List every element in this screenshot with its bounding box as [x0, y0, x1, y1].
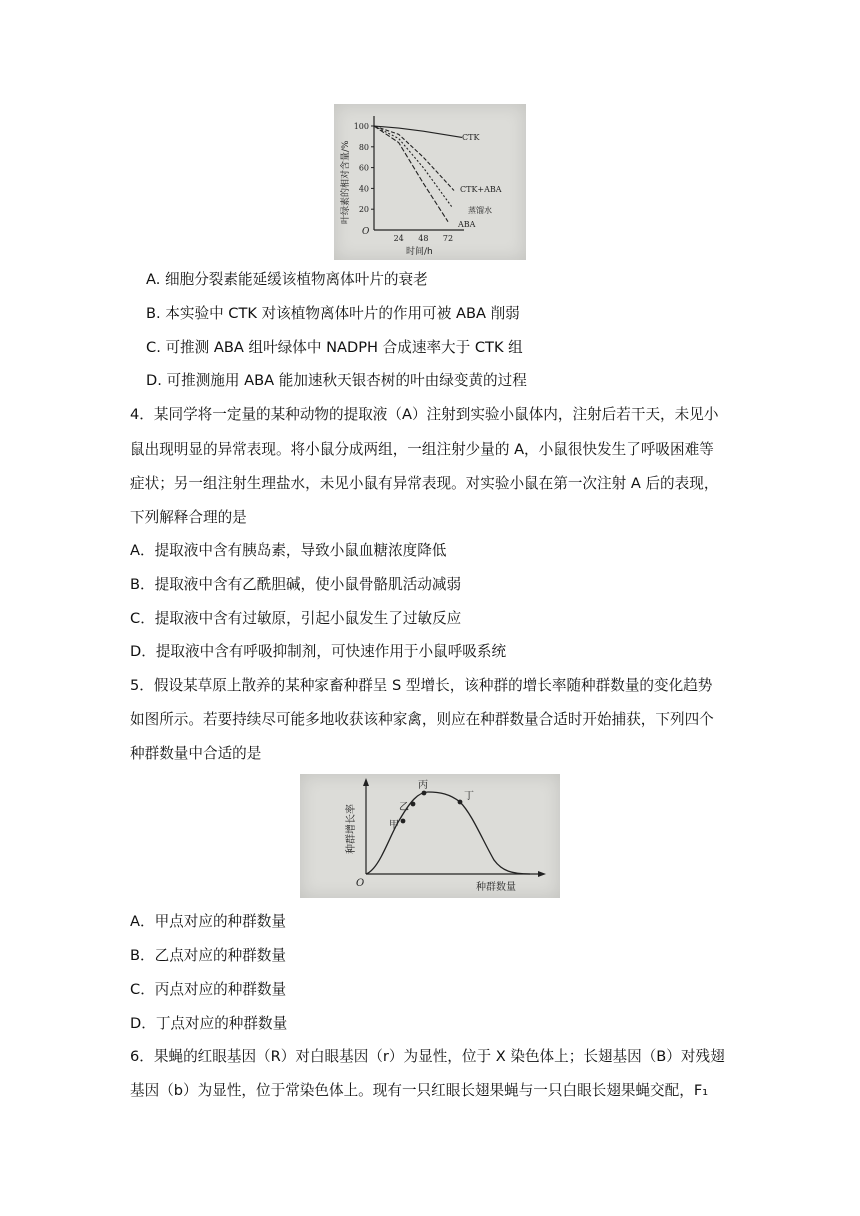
point-bing — [422, 791, 427, 796]
point-label-yi: 乙 — [399, 802, 409, 813]
series-label: CTK — [462, 133, 480, 142]
q5-option-d: D．丁点对应的种群数量 — [130, 1015, 288, 1032]
series-line — [374, 126, 448, 222]
q3-option-a: A. 细胞分裂素能延缓该植物离体叶片的衰老 — [146, 271, 428, 288]
growth-curve — [366, 792, 530, 874]
q3-option-b: B. 本实验中 CTK 对该植物离体叶片的作用可被 ABA 削弱 — [146, 305, 520, 322]
q4-stem-line: 下列解释合理的是 — [130, 509, 247, 526]
y-axis-label: 种群增长率 — [346, 804, 357, 854]
x-axis-label: 时间/h — [406, 247, 433, 257]
chlorophyll-chart — [334, 104, 526, 260]
point-yi — [411, 802, 416, 807]
q4-stem-line: 鼠出现明显的异常表现。将小鼠分成两组，一组注射少量的 A，小鼠很快发生了呼吸困难等 — [130, 441, 714, 458]
growth-rate-chart-svg — [300, 774, 560, 898]
chlorophyll-chart-svg — [334, 104, 526, 260]
q4-option-a: A．提取液中含有胰岛素，导致小鼠血糖浓度降低 — [130, 542, 447, 559]
q5-option-b: B．乙点对应的种群数量 — [130, 947, 286, 964]
series-label: 蒸馏水 — [468, 206, 492, 215]
y-axis-label: 叶绿素的相对含量/% — [341, 140, 351, 224]
q4-option-c: C．提取液中含有过敏原，引起小鼠发生了过敏反应 — [130, 610, 462, 627]
origin-label: O — [362, 227, 370, 237]
y-tick-label: 80 — [358, 142, 369, 152]
q3-option-d: D. 可推测施用 ABA 能加速秋天银杏树的叶由绿变黄的过程 — [146, 372, 527, 389]
q4-stem-line: 症状；另一组注射生理盐水，未见小鼠有异常表现。对实验小鼠在第一次注射 A 后的表现， — [130, 475, 719, 492]
q3-option-c: C. 可推测 ABA 组叶绿体中 NADPH 合成速率大于 CTK 组 — [146, 339, 523, 356]
origin-label: O — [356, 878, 365, 889]
q4-stem-line: 4．某同学将一定量的某种动物的提取液（A）注射到实验小鼠体内，注射后若干天，未见小 — [130, 406, 719, 423]
q6-stem-line: 6．果蝇的红眼基因（R）对白眼基因（r）为显性，位于 X 染色体上；长翅基因（B）对残翅 — [130, 1048, 725, 1065]
point-label-ding: 丁 — [464, 791, 474, 802]
x-tick-label: 72 — [442, 234, 454, 243]
series-label: CTK+ABA — [460, 185, 502, 194]
q5-option-a: A．甲点对应的种群数量 — [130, 913, 286, 930]
point-label-jia: 甲 — [389, 820, 399, 831]
x-tick-label: 24 — [393, 234, 404, 243]
point-label-bing: 丙 — [418, 780, 428, 791]
q5-stem-line: 种群数量中合适的是 — [130, 745, 262, 762]
series-label: ABA — [458, 220, 476, 229]
point-ding — [458, 800, 463, 805]
growth-rate-chart — [300, 774, 560, 898]
y-axis-arrow — [363, 778, 369, 786]
y-tick-label: 20 — [358, 205, 369, 215]
q4-option-b: B．提取液中含有乙酰胆碱，使小鼠骨骼肌活动减弱 — [130, 576, 462, 593]
q5-stem-line: 5．假设某草原上散养的某种家畜种群呈 S 型增长，该种群的增长率随种群数量的变化趋势 — [130, 677, 713, 694]
point-jia — [401, 819, 406, 824]
q4-option-d: D．提取液中含有呼吸抑制剂，可快速作用于小鼠呼吸系统 — [130, 643, 507, 660]
y-tick-label: 100 — [353, 122, 369, 131]
x-axis-arrow — [538, 871, 546, 877]
x-axis-label: 种群数量 — [476, 882, 516, 893]
y-tick-label: 40 — [358, 184, 369, 194]
x-tick-label: 48 — [418, 234, 429, 243]
series-line — [374, 126, 454, 191]
q6-stem-line: 基因（b）为显性，位于常染色体上。现有一只红眼长翅果蝇与一只白眼长翅果蝇交配，F₁ — [130, 1082, 709, 1099]
y-tick-label: 60 — [358, 163, 369, 173]
q5-option-c: C．丙点对应的种群数量 — [130, 981, 287, 998]
q5-stem-line: 如图所示。若要持续尽可能多地收获该种家禽，则应在种群数量合适时开始捕获，下列四个 — [130, 711, 714, 728]
series-line — [374, 126, 462, 137]
